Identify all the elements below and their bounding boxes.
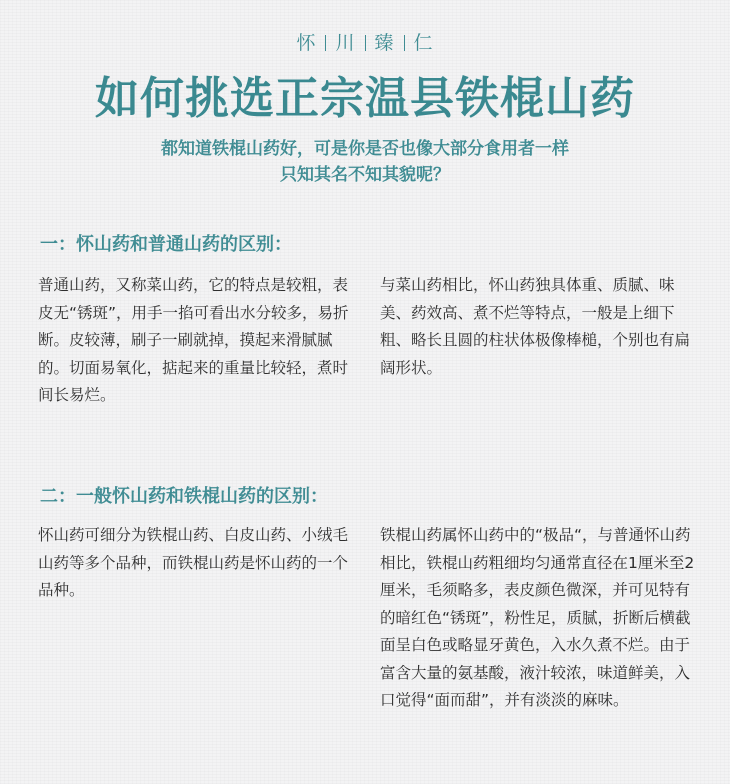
section-2-right-paragraph: 铁棍山药属怀山药中的“极品“，与普通怀山药相比，铁棍山药粗细均匀通常直径在1厘米至2厘米，毛须略多，表皮颜色微深，并可见特有的暗红色“锈斑”，粉性足，质腻，折断后横截面呈白色或略显牙黄色，入水久煮不烂。由于富含大量的氨基酸，液汁较浓，味道鲜美，入口觉得“面而甜”，并有淡淡的麻味。 [380, 526, 695, 709]
section-2-heading: 二：一般怀山药和铁棍山药的区别： [40, 486, 328, 507]
subtitle-line-1: 都知道铁棍山药好，可是你是否也像大部分食用者一样 [161, 139, 569, 159]
subtitle-line-2: 只知其名不知其貌呢？ [280, 165, 450, 185]
brand-separator [365, 35, 366, 51]
subtitle [0, 136, 730, 188]
brand-char: 川 [335, 32, 356, 54]
brand-char: 仁 [413, 32, 434, 54]
page-title: 如何挑选正宗温县铁棍山药 [95, 73, 635, 124]
section-1-left-paragraph: 普通山药，又称菜山药，它的特点是较粗，表皮无“锈斑”，用手一掐可看出水分较多，易折断。皮较薄，刷子一刷就掉，摸起来滑腻腻的。切面易氧化，掂起来的重量比较轻，煮时间长易烂。 [38, 276, 349, 404]
brand-char: 怀 [296, 32, 317, 54]
brand-char: 臻 [374, 32, 395, 54]
section-1-heading: 一：怀山药和普通山药的区别： [40, 234, 292, 255]
section-1-right-paragraph: 与菜山药相比，怀山药独具体重、质腻、味美、药效高、煮不烂等特点，一般是上细下粗、略长且圆的柱状体极像棒槌，个别也有扁阔形状。 [380, 276, 691, 377]
brand-separator [325, 35, 326, 51]
brand-tagline [0, 28, 730, 55]
brand-separator [404, 35, 405, 51]
section-2-left-paragraph: 怀山药可细分为铁棍山药、白皮山药、小绒毛山药等多个品种，而铁棍山药是怀山药的一个品种。 [38, 526, 349, 599]
